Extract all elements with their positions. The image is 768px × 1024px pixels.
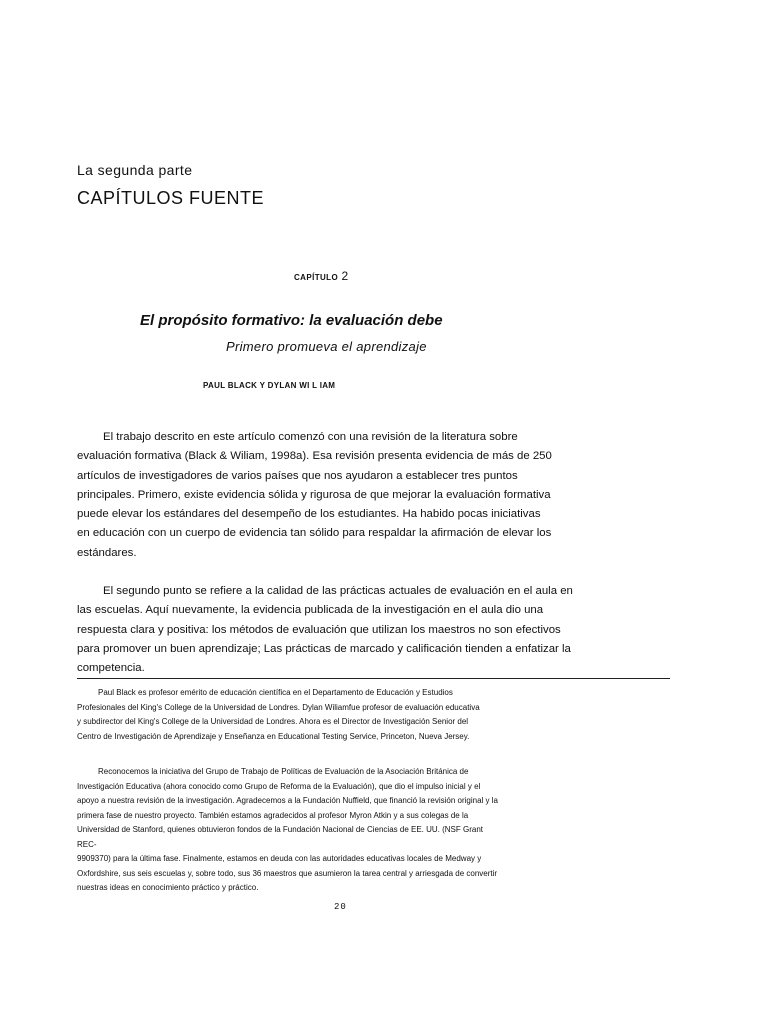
paragraph-line: las escuelas. Aquí nuevamente, la evidencia publicada de la investigación en el aula dio una [77,604,544,617]
chapter-authors: PAUL BLACK Y DYLAN WI L IAM [203,381,336,390]
footnote-line: REC- [77,839,97,849]
paragraph-line: artículos de investigadores de varios países que nos ayudaron a establecer tres puntos [77,469,518,482]
body-paragraph-1 [77,428,617,563]
footnote-author-bio [77,686,637,744]
footnote-line: Investigación Educativa (ahora conocido como Grupo de Reforma de la Evaluación), que dio el impulso inicial y el [77,781,481,791]
footnote-line: Centro de Investigación de Aprendizaje y Enseñanza en Educational Testing Service, Princeton, Nueva Jersey. [77,731,470,741]
paragraph-line: El segundo punto se refiere a la calidad de las prácticas actuales de evaluación en el aula en [103,585,573,597]
chapter-subtitle: Primero promueva el aprendizaje [226,339,427,354]
paragraph-line: en educación con un cuerpo de evidencia tan sólido para respaldar la afirmación de elevar los [77,527,552,540]
paragraph-line: para promover un buen aprendizaje; Las prácticas de marcado y calificación tienden a enfatizar la [77,642,571,655]
paragraph-line: competencia. [77,662,145,675]
footnote-line: Oxfordshire, sus seis escuelas y, sobre todo, sus 36 maestros que asumieron la tarea central y arriesgada de convertir [77,868,498,878]
paragraph-line: evaluación formativa (Black & Wiliam, 1998a). Esa revisión presenta evidencia de más de 250 [77,450,552,463]
chapter-label [294,269,348,283]
chapter-label-word: CAPÍTULO [294,273,339,282]
paragraph-line: El trabajo descrito en este artículo comenzó con una revisión de la literatura sobre [103,431,518,443]
chapter-number: 2 [341,269,349,283]
footnote-line: Reconocemos la iniciativa del Grupo de Trabajo de Políticas de Evaluación de la Asociación Británica de [98,767,469,776]
paragraph-line: respuesta clara y positiva: los métodos de evaluación que utilizan los maestros no son efectivos [77,623,561,636]
paragraph-line: principales. Primero, existe evidencia sólida y rigurosa de que mejorar la evaluación formativa [77,488,551,501]
body-paragraph-2 [77,582,617,678]
footnote-line: nuestras ideas en conocimiento práctico y práctico. [77,883,259,892]
footnote-acknowledgements [77,765,637,896]
footnote-line: Profesionales del King's College de la Universidad de Londres. Dylan Wiliamfue profesor de evaluación educativa [77,702,480,712]
part-label: La segunda parte [77,162,193,178]
footnote-line: primera fase de nuestro proyecto. También estamos agradecidos al profesor Myron Atkin y a sus colegas de la [77,810,469,820]
footnote-line: Paul Black es profesor emérito de educación científica en el Departamento de Educación y Estudios [98,688,453,697]
chapter-title: El propósito formativo: la evaluación debe [140,312,443,329]
footnote-line: Universidad de Stanford, quienes obtuvieron fondos de la Fundación Nacional de Ciencias de EE. UU. (NSF Grant [77,825,484,834]
footnote-line: 9909370) para la última fase. Finalmente, estamos en deuda con las autoridades educativas locales de Medway y [77,854,482,863]
footnote-line: y subdirector del King's College de la Universidad de Londres. Ahora es el Director de Investigación Senior del [77,717,469,726]
part-title: CAPÍTULOS FUENTE [77,188,265,208]
page-number: 20 [334,902,347,912]
footnote-divider [77,678,670,679]
footnote-line: apoyo a nuestra revisión de la investigación. Agradecemos a la Fundación Nuffield, que financió la revisión original y la [77,796,498,805]
paragraph-line: estándares. [77,546,137,559]
paragraph-line: puede elevar los estándares del desempeño de los estudiantes. Ha habido pocas iniciativas [77,508,541,521]
